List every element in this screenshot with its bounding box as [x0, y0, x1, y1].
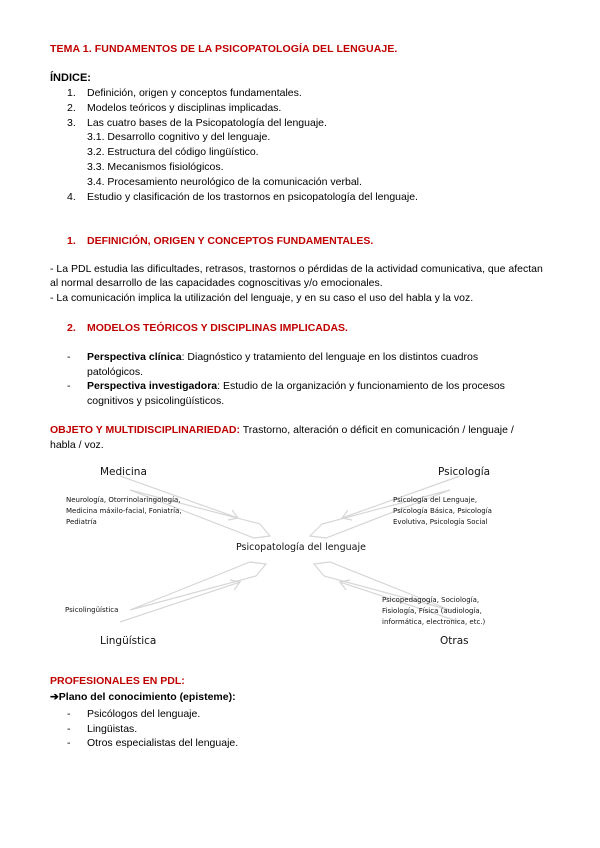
otras-line: informática, electronica, etc.)	[382, 618, 486, 626]
psicologia-title: Psicología	[438, 466, 491, 478]
index-text: 3.4. Procesamiento neurológico de la comunicación verbal.	[87, 175, 362, 188]
arrow-linguistica	[120, 562, 266, 622]
index-text: 3.2. Estructura del código lingüístico.	[87, 146, 259, 159]
psicologia-line: Psicología del Lenguaje,	[393, 496, 478, 504]
bullet-body	[87, 379, 527, 408]
center-label: Psicopatología del lenguaje	[236, 542, 366, 553]
objeto-label: OBJETO Y MULTIDISCIPLINARIEDAD:	[50, 424, 240, 436]
index-text: 3.3. Mecanismos fisiológicos.	[87, 160, 224, 173]
bullet-rest: : Estudio de la organización y funcionamiento de los procesos cognitivos y psicolingüísticos.	[87, 380, 505, 407]
linguistica-line: Psicolingüística	[65, 606, 119, 614]
medicina-line: Neurología, Otorrinolaringología,	[66, 496, 181, 504]
medicina-line: Pediatría	[66, 518, 97, 526]
profesionales-heading: PROFESIONALES EN PDL:	[50, 675, 185, 687]
disciplines-diagram	[60, 432, 540, 662]
bullet-dash: -	[67, 380, 71, 392]
bullet-body	[87, 350, 527, 379]
medicina-title: Medicina	[100, 466, 147, 478]
section2-number: 2.	[67, 322, 76, 334]
index-text: 3.1. Desarrollo cognitivo y del lenguaje.	[87, 131, 271, 144]
bullet-bold: Perspectiva investigadora	[87, 380, 218, 392]
bullet-rest: : Diagnóstico y tratamiento del lenguaje en los distintos cuadros patológicos.	[87, 351, 479, 378]
index-text: Las cuatro bases de la Psicopatología del lenguaje.	[87, 116, 327, 129]
otras-line: Psicopedagogía, Sociología,	[382, 596, 480, 604]
psicologia-line: Psicología Básica, Psicología	[393, 507, 492, 515]
index-text: Definición, origen y conceptos fundamentales.	[87, 87, 302, 99]
objeto-text: Trastorno, alteración o déficit en comunicación / lenguaje / habla / voz.	[50, 424, 514, 451]
plano-conocimiento: ➔Plano del conocimiento (episteme):	[50, 691, 236, 703]
section1-title: DEFINICIÓN, ORIGEN Y CONCEPTOS FUNDAMENTALES.	[87, 235, 374, 247]
list-text: Otros especialistas del lenguaje.	[87, 737, 239, 749]
psicologia-line: Evolutiva, Psicología Social	[393, 518, 488, 526]
document-title: TEMA 1. FUNDAMENTOS DE LA PSICOPATOLOGÍA DEL LENGUAJE.	[50, 43, 398, 55]
section1-paragraph-2: - La comunicación implica la utilización del lenguaje, y en su caso el uso del habla y la voz.	[50, 292, 474, 304]
linguistica-title: Lingüística	[100, 635, 157, 647]
list-dash: -	[67, 737, 71, 749]
section2-title: MODELOS TEÓRICOS Y DISCIPLINAS IMPLICADAS.	[87, 322, 348, 334]
section1-paragraph-1: - La PDL estudia las dificultades, retrasos, trastornos o pérdidas de la actividad comunicativa, que afectan al normal desarrollo de las capacidades cognoscitivas y/o emocionales.	[50, 263, 543, 289]
otras-title: Otras	[440, 635, 469, 647]
index-number: 4.	[67, 190, 76, 203]
list-dash: -	[67, 722, 71, 735]
index-number: 3.	[67, 116, 76, 129]
index-heading: ÍNDICE:	[50, 72, 91, 84]
index-text: Modelos teóricos y disciplinas implicadas.	[87, 101, 282, 114]
bullet-bold: Perspectiva clínica	[87, 351, 182, 363]
list-text: Psicólogos del lenguaje.	[87, 708, 201, 720]
index-text: Estudio y clasificación de los trastornos en psicopatología del lenguaje.	[87, 190, 418, 203]
list-dash: -	[67, 708, 71, 720]
otras-line: Fisiología, Física (audiología,	[382, 607, 482, 615]
index-number: 1.	[67, 87, 76, 99]
medicina-line: Medicina máxilo-facial, Foniatría,	[66, 507, 182, 515]
bullet-dash: -	[67, 351, 71, 363]
list-text: Lingüistas.	[87, 722, 138, 735]
section1-number: 1.	[67, 235, 76, 247]
index-number: 2.	[67, 101, 76, 114]
